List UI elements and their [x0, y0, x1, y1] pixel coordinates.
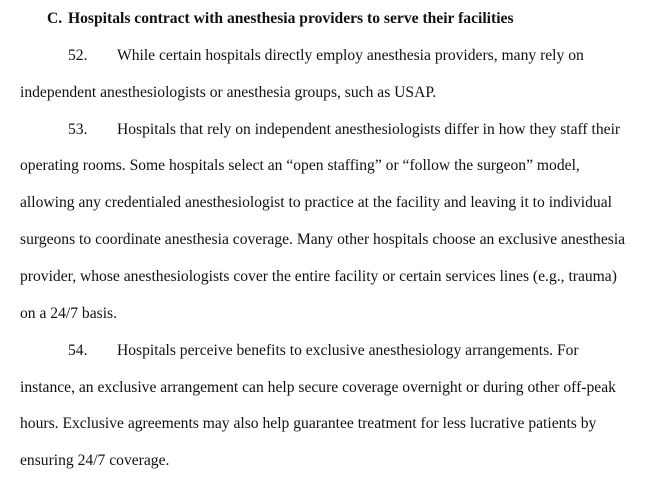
paragraph-text: ensuring 24/7 coverage.: [20, 452, 170, 469]
paragraph-number: 52.: [68, 47, 88, 64]
paragraph-text: surgeons to coordinate anesthesia coverage. Many other hospitals choose an exclusive anesthesia: [20, 231, 626, 248]
paragraph-text: on a 24/7 basis.: [20, 305, 118, 322]
paragraph-number: 54.: [68, 342, 88, 359]
paragraph-text: Hospitals that rely on independent anesthesiologists differ in how they staff their: [117, 121, 621, 138]
paragraph-text: allowing any credentialed anesthesiologist to practice at the facility and leaving it to individual: [20, 194, 612, 211]
paragraph-text: Hospitals perceive benefits to exclusive anesthesiology arrangements. For: [117, 342, 579, 359]
paragraph-number: 53.: [68, 121, 88, 138]
paragraph-text: independent anesthesiologists or anesthesia groups, such as USAP.: [20, 84, 437, 101]
section-letter: C.: [47, 10, 63, 27]
paragraph-text: operating rooms. Some hospitals select an “open staffing” or “follow the surgeon” model,: [20, 157, 580, 174]
paragraph-text: While certain hospitals directly employ anesthesia providers, many rely on: [117, 47, 584, 64]
section-title: Hospitals contract with anesthesia providers to serve their facilities: [68, 10, 514, 27]
paragraph-text: hours. Exclusive agreements may also help guarantee treatment for less lucrative patients by: [20, 415, 597, 432]
paragraph-text: instance, an exclusive arrangement can help secure coverage overnight or during other off-peak: [20, 379, 616, 396]
paragraph-text: provider, whose anesthesiologists cover the entire facility or certain services lines (e.g., trauma): [20, 268, 617, 285]
